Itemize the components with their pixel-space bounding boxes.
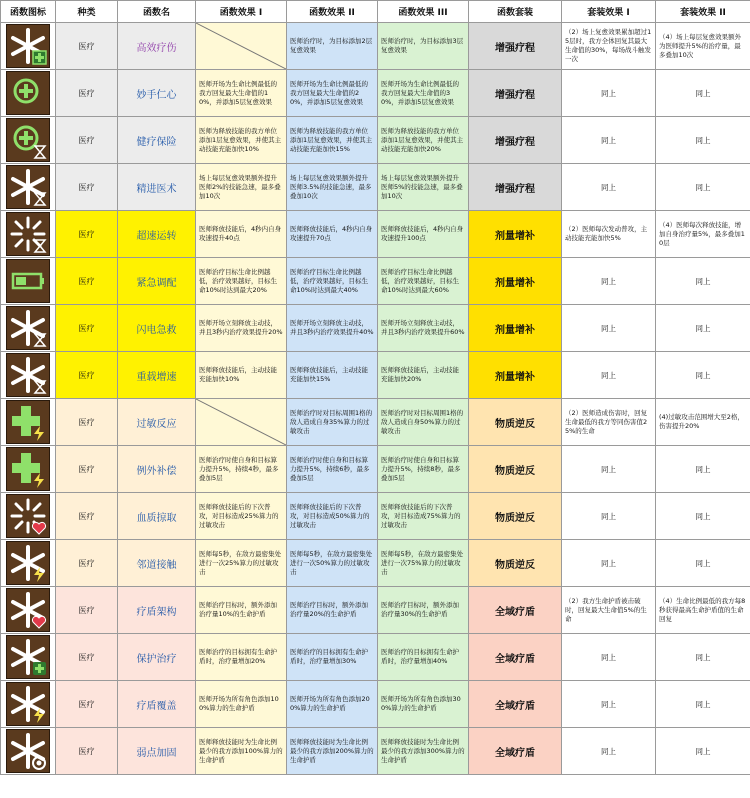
suite-bonus-1: 同上 [562,728,656,775]
effect-2: 场上每层复愈效果额外提升医师3.5%的技能急速，最多叠加10次 [287,164,378,211]
heal-ring-icon [6,71,50,115]
effect-2: 医师释放技能时为生命比例最少的我方添加200%算力的生命护盾 [287,728,378,775]
function-name: 邻道接触 [118,540,196,587]
suite-bonus-1: 同上 [562,540,656,587]
kind-cell: 医疗 [56,587,118,634]
table-row [1,70,750,117]
suite-name: 物质逆反 [469,399,562,446]
kind-cell: 医疗 [56,117,118,164]
header-icon: 函数图标 [1,1,56,23]
suite-bonus-1: 同上 [562,681,656,728]
function-icon-cell [1,211,56,258]
suite-bonus-2: 同上 [656,352,750,399]
suite-bonus-2: 同上 [656,634,750,681]
suite-bonus-2: 同上 [656,305,750,352]
header-effect-2: 函数效果 II [287,1,378,23]
table-row [1,352,750,399]
effect-3: 医师治疗时使自身和目标算力提升5%，持续8秒，最多叠加5层 [378,446,469,493]
suite-name: 全域疗盾 [469,681,562,728]
table-row [1,211,750,258]
function-icon-cell [1,23,56,70]
function-icon-cell [1,493,56,540]
function-icon-cell [1,399,56,446]
function-icon-cell [1,352,56,399]
effect-1: 医师每5秒，在敌方最密集处进行一次25%算力的过敏攻击 [196,540,287,587]
function-name: 例外补偿 [118,446,196,493]
suite-bonus-1: 同上 [562,634,656,681]
suite-bonus-1: 同上 [562,70,656,117]
effect-2: 医师为释放技能的我方单位添加1层复愈效果，并使其主动技能充能加快15% [287,117,378,164]
suite-name: 剂量增补 [469,305,562,352]
function-name: 疗盾架构 [118,587,196,634]
kind-cell: 医疗 [56,352,118,399]
suite-bonus-2: 同上 [656,540,750,587]
regen-bolt-icon [6,541,50,585]
effect-1: 医师释放技能后的下次普攻，对目标造成25%算力的过敏攻击 [196,493,287,540]
function-name: 高效疗伤 [118,23,196,70]
regen-hourglass-icon [6,306,50,350]
function-name: 保护治疗 [118,634,196,681]
effect-1: 场上每层复愈效果额外提升医师2%的技能急速，最多叠加10次 [196,164,287,211]
suite-bonus-2: 同上 [656,164,750,211]
table-row [1,117,750,164]
effect-2: 医师开场为所有角色添加200%算力的生命护盾 [287,681,378,728]
effect-3: 医师开场立刻释放主动技，并且3秒内治疗效果提升60% [378,305,469,352]
function-icon-cell [1,258,56,305]
table-row [1,587,750,634]
function-name: 紧急调配 [118,258,196,305]
effect-1-empty [196,23,287,70]
table-body [1,23,750,775]
suite-bonus-1: 同上 [562,305,656,352]
suite-name: 剂量增补 [469,211,562,258]
suite-name: 物质逆反 [469,540,562,587]
suite-bonus-1: 同上 [562,258,656,305]
function-icon-cell [1,728,56,775]
effect-3: 医师治疗时，为目标添加3层复愈效果 [378,23,469,70]
suite-bonus-1: 同上 [562,117,656,164]
effect-3: 医师释放技能后，4秒内自身攻速提升100点 [378,211,469,258]
effect-2: 医师每5秒，在敌方最密集处进行一次50%算力的过敏攻击 [287,540,378,587]
effect-2: 医师释放技能后，4秒内自身攻速提升70点 [287,211,378,258]
suite-name: 物质逆反 [469,446,562,493]
effect-2: 医师释放技能后，主动技能充能加快15% [287,352,378,399]
table-row [1,540,750,587]
suite-bonus-2: 同上 [656,258,750,305]
function-name: 超速运转 [118,211,196,258]
burst-heart-icon [6,494,50,538]
kind-cell: 医疗 [56,728,118,775]
regen-hourglass-icon [6,165,50,209]
effect-2: 医师治疗时对目标周围1格的敌人造成自身35%算力的过敏攻击 [287,399,378,446]
effect-1-empty [196,399,287,446]
effect-1: 医师释放技能时为生命比例最少的我方添加100%算力的生命护盾 [196,728,287,775]
kind-cell: 医疗 [56,681,118,728]
suite-name: 剂量增补 [469,352,562,399]
function-name: 血质掠取 [118,493,196,540]
kind-cell: 医疗 [56,164,118,211]
effect-3: 场上每层复愈效果额外提升医师5%的技能急速，最多叠加10次 [378,164,469,211]
suite-bonus-2: 同上 [656,70,750,117]
suite-bonus-1: 同上 [562,493,656,540]
header-suite-bonus-2: 套装效果 II [656,1,750,23]
header-suite-bonus-1: 套装效果 I [562,1,656,23]
table-row [1,446,750,493]
table-row [1,493,750,540]
kind-cell: 医疗 [56,258,118,305]
table-row [1,399,750,446]
suite-bonus-2: 同上 [656,681,750,728]
function-name: 重载增速 [118,352,196,399]
header-row [1,1,750,23]
regen-hourglass-icon [6,353,50,397]
suite-name: 全域疗盾 [469,587,562,634]
function-icon-cell [1,164,56,211]
kind-cell: 医疗 [56,305,118,352]
function-icon-cell [1,681,56,728]
table-row [1,258,750,305]
suite-bonus-1: 同上 [562,164,656,211]
cross-bolt-icon [6,447,50,491]
table-row [1,164,750,211]
effect-1: 医师开场为所有角色添加100%算力的生命护盾 [196,681,287,728]
regen-shield-heart-icon [6,588,50,632]
function-icon-cell [1,117,56,164]
kind-cell: 医疗 [56,446,118,493]
effect-1: 医师开场立刻释放主动技，并且3秒内治疗效果提升20% [196,305,287,352]
effect-2: 医师治疗目标生命比例越低，治疗效果越好，目标生命10%时达到最大40% [287,258,378,305]
effect-3: 医师治疗的目标拥有生命护盾时，治疗量增加40% [378,634,469,681]
effect-1: 医师为释放技能的我方单位添加1层复愈效果，并使其主动技能充能加快10% [196,117,287,164]
suite-bonus-1: （2）场上复愈效果累加超过15层时，我方全体回复其最大生命值的30%，每场战斗触发一次 [562,23,656,70]
effect-3: 医师治疗目标生命比例越低，治疗效果越好，目标生命10%时达到最大60% [378,258,469,305]
effect-2: 医师治疗时使自身和目标算力提升5%，持续6秒，最多叠加5层 [287,446,378,493]
cross-bolt-icon [6,400,50,444]
suite-bonus-2: （4）场上每层复愈效果额外为医师提升5%的治疗量，最多叠加10次 [656,23,750,70]
effect-3: 医师开场为生命比例最低的我方回复最大生命值的30%，并添加5层复愈效果 [378,70,469,117]
effect-1: 医师治疗时使自身和目标算力提升5%，持续4秒，最多叠加5层 [196,446,287,493]
effect-1: 医师释放技能后，4秒内自身攻速提升40点 [196,211,287,258]
effect-2: 医师开场为生命比例最低的我方回复最大生命值的20%，并添加5层复愈效果 [287,70,378,117]
effect-3: 医师治疗目标时，额外添加治疗量30%的生命护盾 [378,587,469,634]
suite-name: 增强疗程 [469,23,562,70]
kind-cell: 医疗 [56,70,118,117]
effect-2: 医师治疗目标时，额外添加治疗量20%的生命护盾 [287,587,378,634]
effect-3: 医师每5秒，在敌方最密集处进行一次75%算力的过敏攻击 [378,540,469,587]
kind-cell: 医疗 [56,540,118,587]
effect-2: 医师释放技能后的下次普攻，对目标造成50%算力的过敏攻击 [287,493,378,540]
suite-bonus-1: （2）医师每次发动普攻，主动技能充能加快5% [562,211,656,258]
suite-bonus-2: （4）医师每次释放技能，增加自身治疗量5%，最多叠加10层 [656,211,750,258]
function-name: 健疗保险 [118,117,196,164]
header-effect-1: 函数效果 I [196,1,287,23]
suite-bonus-1: （2）我方生命护盾被击破时，回复最大生命值5%的生命 [562,587,656,634]
effect-1: 医师治疗的目标拥有生命护盾时，治疗量增加20% [196,634,287,681]
kind-cell: 医疗 [56,399,118,446]
effect-3: 医师开场为所有角色添加300%算力的生命护盾 [378,681,469,728]
effect-2: 医师开场立刻释放主动技，并且3秒内治疗效果提升40% [287,305,378,352]
function-icon-cell [1,446,56,493]
suite-bonus-2: 同上 [656,728,750,775]
effect-1: 医师开场为生命比例最低的我方回复最大生命值的10%，并添加5层复愈效果 [196,70,287,117]
header-kind: 种类 [56,1,118,23]
function-icon-cell [1,540,56,587]
suite-bonus-1: 同上 [562,352,656,399]
kind-cell: 医疗 [56,211,118,258]
effect-3: 医师治疗时对目标周围1格的敌人造成自身50%算力的过敏攻击 [378,399,469,446]
effect-3: 医师释放技能时为生命比例最少的我方添加300%算力的生命护盾 [378,728,469,775]
suite-name: 全域疗盾 [469,728,562,775]
suite-bonus-2: 同上 [656,493,750,540]
suite-name: 增强疗程 [469,70,562,117]
table-row [1,681,750,728]
function-name: 弱点加固 [118,728,196,775]
suite-name: 增强疗程 [469,164,562,211]
effect-3: 医师为释放技能的我方单位添加1层复愈效果，并使其主动技能充能加快20% [378,117,469,164]
regen-shield-bolt-icon [6,682,50,726]
table-row [1,728,750,775]
kind-cell: 医疗 [56,23,118,70]
burst-hourglass-icon [6,212,50,256]
table-row [1,23,750,70]
effect-1: 医师治疗目标时，额外添加治疗量10%的生命护盾 [196,587,287,634]
function-icon-cell [1,70,56,117]
suite-name: 剂量增补 [469,258,562,305]
function-icon-cell [1,634,56,681]
kind-cell: 医疗 [56,493,118,540]
effect-3: 医师释放技能后，主动技能充能加快20% [378,352,469,399]
header-effect-3: 函数效果 III [378,1,469,23]
table-row [1,634,750,681]
regen-shield-plus-icon [6,635,50,679]
effect-1: 医师释放技能后，主动技能充能加快10% [196,352,287,399]
effect-3: 医师释放技能后的下次普攻，对目标造成75%算力的过敏攻击 [378,493,469,540]
suite-bonus-2: 同上 [656,446,750,493]
suite-bonus-2: (4)过敏攻击范围增大至2格，伤害提升20% [656,399,750,446]
effect-2: 医师治疗的目标拥有生命护盾时，治疗量增加30% [287,634,378,681]
suite-bonus-1: 同上 [562,446,656,493]
function-name: 闪电急救 [118,305,196,352]
header-suite: 函数套装 [469,1,562,23]
header-name: 函数名 [118,1,196,23]
heal-hourglass-icon [6,118,50,162]
battery-bar-icon [6,259,50,303]
function-name: 疗盾覆盖 [118,681,196,728]
function-icon-cell [1,587,56,634]
suite-name: 物质逆反 [469,493,562,540]
function-name: 精进医术 [118,164,196,211]
effect-1: 医师治疗目标生命比例越低，治疗效果越好，目标生命10%时达到最大20% [196,258,287,305]
suite-bonus-2: （4）生命比例最低的我方每8秒获得最高生命护盾值的生命回复 [656,587,750,634]
suite-name: 增强疗程 [469,117,562,164]
kind-cell: 医疗 [56,634,118,681]
suite-bonus-2: 同上 [656,117,750,164]
table-row [1,305,750,352]
function-name: 过敏反应 [118,399,196,446]
suite-name: 全域疗盾 [469,634,562,681]
function-icon-cell [1,305,56,352]
regen-chip-icon [6,24,50,68]
suite-bonus-1: （2）医师造成伤害时，回复生命最低的我方等同伤害值25%的生命 [562,399,656,446]
function-name: 妙手仁心 [118,70,196,117]
effect-2: 医师治疗时，为目标添加2层复愈效果 [287,23,378,70]
regen-shield-ring-icon [6,729,50,773]
